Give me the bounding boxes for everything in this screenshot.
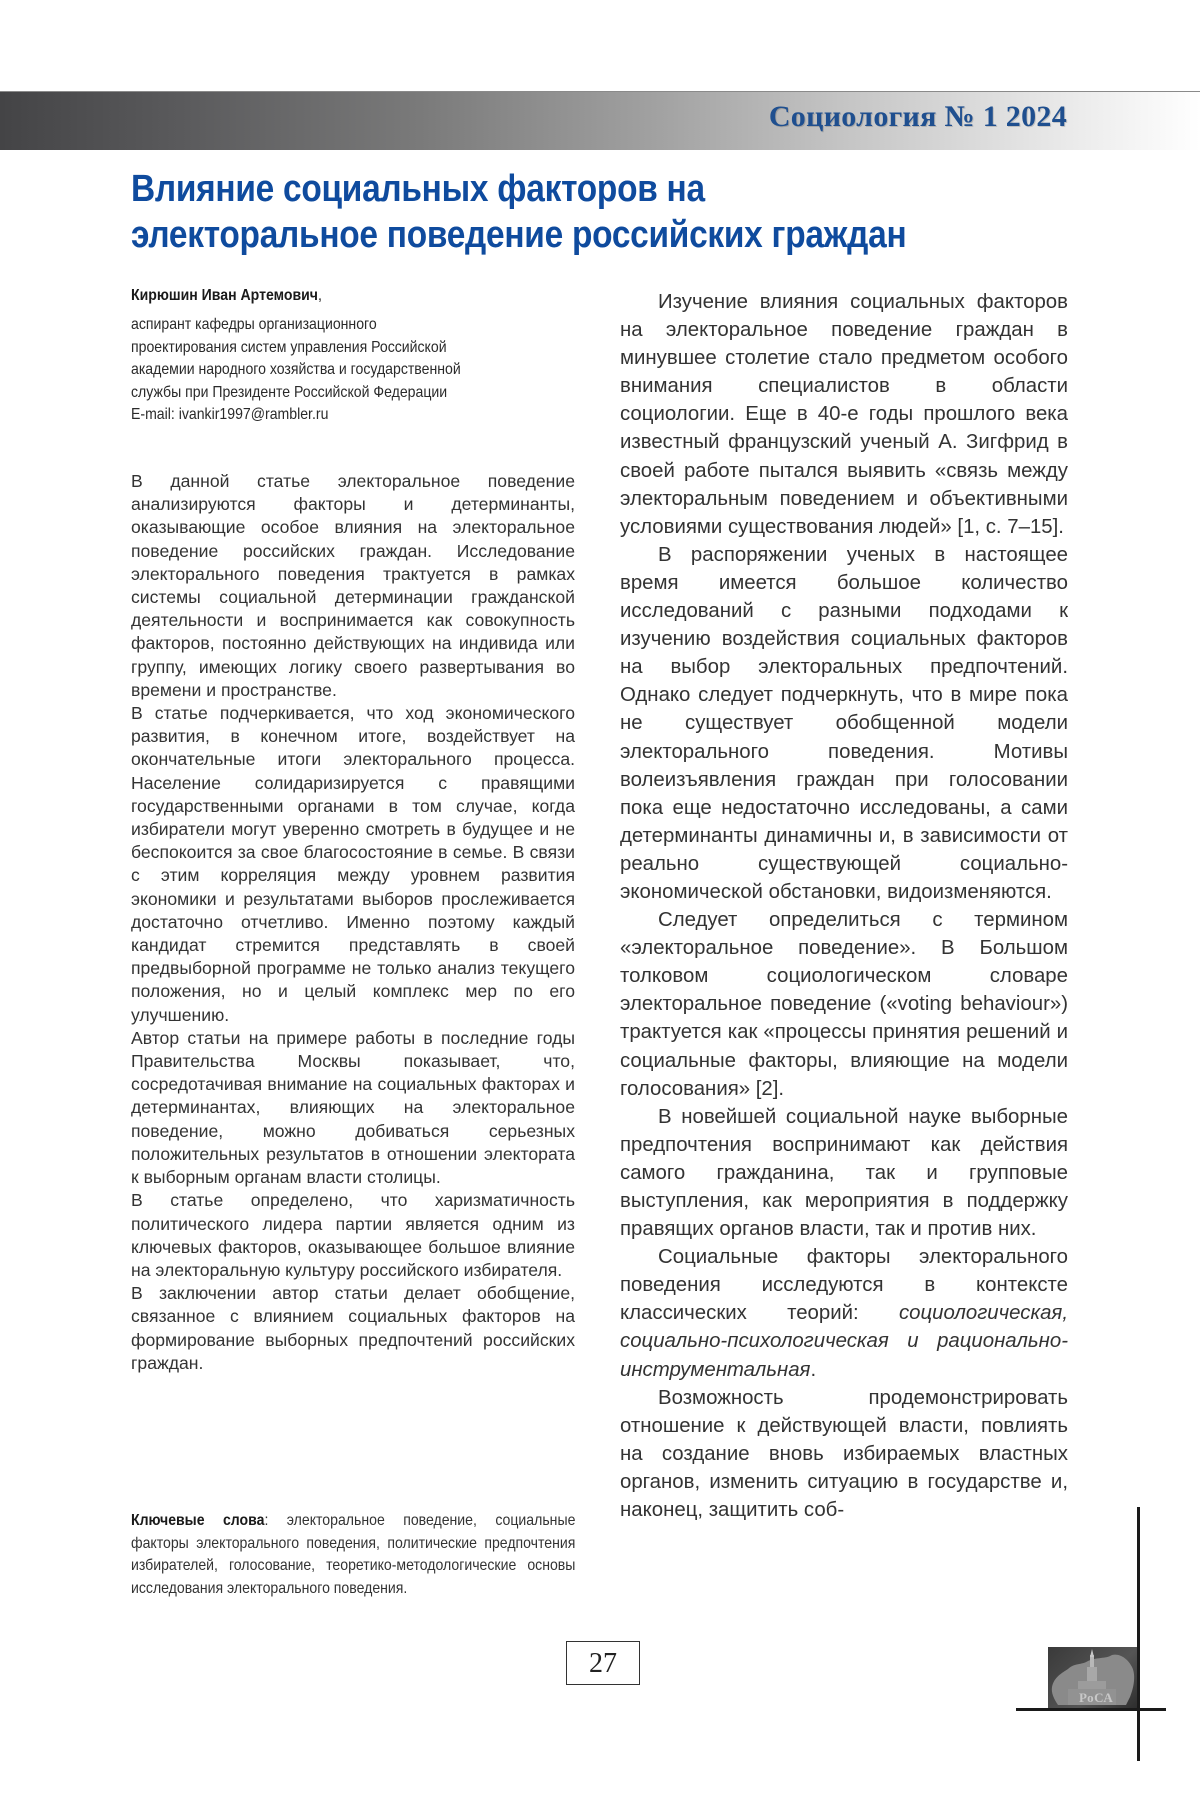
author-block [131,285,575,427]
abstract [131,470,575,1375]
affiliation-line: проектирования систем управления Российской [131,338,447,356]
article-body [620,288,1068,1524]
abstract-paragraph: В данной статье электоральное поведение анализируются факторы и детерминанты, оказывающие особое влияния на электоральное поведение российских граждан. Исследование электорального поведения трактуется в рамках системы социальной детерминации гражданской деятельности и воспринимается как совокупность факторов, постоянно действующих на индивида или группу, имеющих логику своего развертывания во времени и пространстве. [131,471,575,700]
author-affiliation [131,314,575,427]
publisher-logo [1048,1647,1137,1708]
abstract-paragraph: В заключении автор статьи делает обобщение, связанное с влиянием социальных факторов на формирование выборных предпочтений российских граждан. [131,1283,575,1373]
author-email: E-mail: ivankir1997@rambler.ru [131,406,329,423]
body-paragraph: В распоряжении ученых в настоящее время имеется большое количество исследований с разными подходами к изучению воздействия социальных факторов на выбор электоральных предпочтений. Однако следует подчеркнуть, что в мире пока не существует обобщенной модели электорального поведения. Мотивы волеизъявления граждан при голосовании пока еще недостаточно исследованы, а сами детерминанты динамичны и, в зависимости от реально существующей социально- экономической обстановки, видоизменяются. [620,543,1068,903]
page-number: 27 [566,1641,640,1685]
affiliation-line: службы при Президенте Российской Федерации [131,383,448,401]
abstract-paragraph: В статье подчеркивается, что ход экономического развития, в конечном итоге, воздействует на окончательные итоги электорального процесса. Население солидаризируется с правящими государственными органами в том случае, когда избиратели могут уверенно смотреть в будущее и не беспокоится за свое благосостояние в семье. В связи с этим корреляция между уровнем развития экономики и результатами выборов прослеживается достаточно отчетливо. Именно поэтому каждый кандидат стремится представлять в своей предвыборной программе не только анализ текущего положения, но и целый комплекс мер по его улучшению. [131,703,575,1025]
corner-vertical-rule [1137,1507,1140,1761]
body-paragraph: Возможность продемонстрировать отношение к действующей власти, повлиять на создание вновь избираемых властных органов, изменить ситуацию в государстве и, наконец, защитить соб- [620,1386,1068,1522]
keywords-text: : электоральное поведение, социальные факторы электорального поведения, политические предпочтения избирателей, голосование, теоретико-методологические основы исследования электорального поведения. [131,1512,576,1597]
corner-horizontal-rule [1016,1708,1166,1711]
abstract-paragraph: Автор статьи на примере работы в последние годы Правительства Москвы показывает, что, сосредотачивая внимание на социальных факторах и детерминантах, влияющих на электоральное поведение, можно добиваться серьезных положительных результатов в отношении электората к выборным органам власти столицы. [131,1027,575,1188]
affiliation-line: аспирант кафедры организационного [131,316,377,333]
author-name-text: Кирюшин Иван Артемович [131,287,318,304]
theories-list: социологическая, социально-психологическая и рационально-инструментальная [620,1302,1068,1381]
keywords-label: Ключевые слова [131,1512,265,1529]
body-paragraph [620,1243,1068,1383]
theories-intro: Социальные факторы электорального поведения исследуются в контексте классических теорий: [620,1246,1068,1325]
author-name [131,285,522,307]
theories-end: . [810,1358,817,1381]
keywords [131,1510,575,1600]
body-paragraph: Следует определиться с термином «электоральное поведение». В Большом толковом социологическом словаре электоральное поведение («voting behaviour») трактуется как «процессы принятия решений и социальные факторы, влияющие на модели голосования» [2]. [620,909,1068,1100]
journal-issue-title: Социология № 1 2024 [768,100,1067,133]
abstract-paragraph: В статье определено, что харизматичность политического лидера партии является одним из ключевых факторов, оказывающее большое влияние на электоральную культуру российского избирателя. [131,1190,575,1280]
article-title: Влияние социальных факторов на электоральное поведение российских граждан [131,168,907,256]
affiliation-line: академии народного хозяйства и государственной [131,361,461,378]
body-paragraph: В новейшей социальной науке выборные предпочтения воспринимают как действия самого гражданина, так и групповые выступления, как мероприятия в поддержку правящих органов власти, так и против них. [620,1105,1068,1241]
author-name-comma: , [317,287,322,304]
body-paragraph: Изучение влияния социальных факторов на электоральное поведение граждан в минувшее столетие стало предметом особого внимания специалистов в области социологии. Еще в 40-е годы прошлого века известный французский ученый А. Зигфрид в своей работе пытался выявить «связь между электоральным поведением и объективными условиями существования людей» [1, с. 7–15]. [620,291,1068,538]
logo-text: РоСА [1079,1690,1114,1705]
